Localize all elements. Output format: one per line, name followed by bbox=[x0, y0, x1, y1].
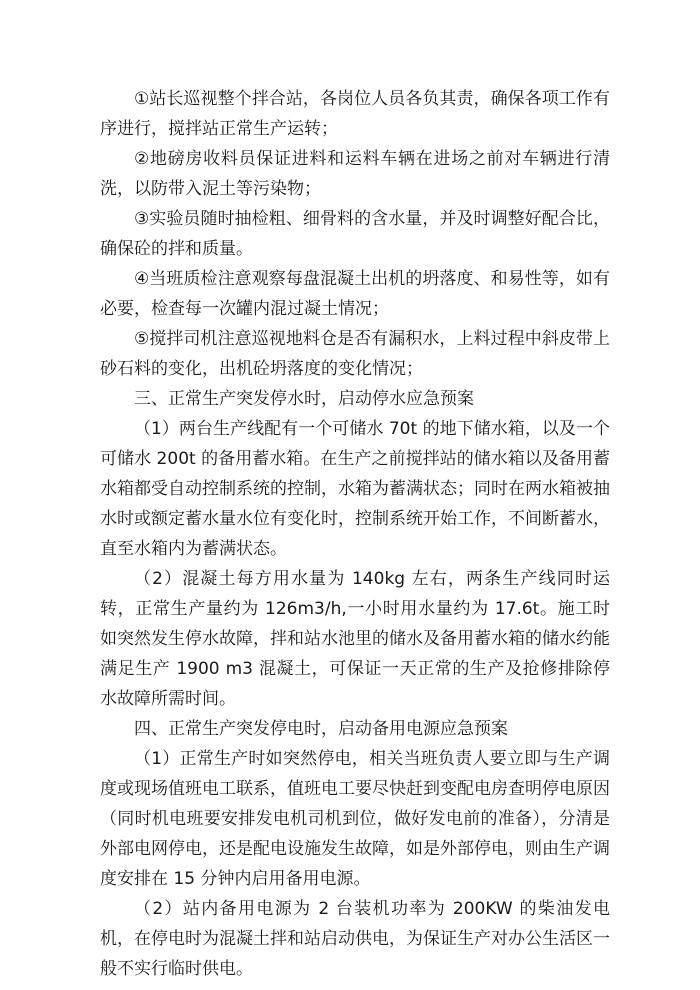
document-body bbox=[100, 84, 610, 984]
paragraph-power-response: （1）正常生产时如突然停电，相关当班负责人要立即与生产调度或现场值班电工联系，值班电工要尽快赶到变配电房查明停电原因（同时机电班要安排发电机司机到位，做好发电前的准备），分清是外部电网停电，还是配电设施发生故障，如是外部停电，则由生产调度安排在 15 分钟内启用备用电源。 bbox=[100, 749, 610, 889]
paragraph-water-tanks: （1）两台生产线配有一个可储水 70t 的地下储水箱，以及一个可储水 200t 的备用蓄水箱。在生产之前搅拌站的储水箱以及备用蓄水箱都受自动控制系统的控制，水箱为蓄满状态；同时在两水箱被抽水时或额定蓄水量水位有变化时，控制系统开始工作，不间断蓄水，直至水箱内为蓄满状态。 bbox=[100, 419, 610, 559]
paragraph-water-usage: （2）混凝土每方用水量为 140kg 左右，两条生产线同时运转，正常生产量约为 126m3/h,一小时用水量约为 17.6t。施工时如突然发生停水故障，拌和站水池里的储水及备用蓄水箱的储水约能满足生产 1900 m3 混凝土，可保证一天正常的生产及抢修排除停水故障所需时间。 bbox=[100, 569, 610, 709]
section-heading-power-outage: 四、正常生产突发停电时，启动备用电源应急预案 bbox=[134, 719, 508, 739]
paragraph-quality-inspection: ④当班质检注意观察每盘混凝土出机的坍落度、和易性等，如有必要，检查每一次罐内混过凝土情况； bbox=[100, 269, 610, 319]
paragraph-weighbridge: ②地磅房收料员保证进料和运料车辆在进场之前对车辆进行清洗，以防带入泥土等污染物； bbox=[100, 149, 610, 199]
paragraph-mixer-driver: ⑤搅拌司机注意巡视地料仓是否有漏积水，上料过程中斜皮带上砂石料的变化，出机砼坍落度的变化情况； bbox=[100, 329, 610, 379]
section-heading-water-outage: 三、正常生产突发停水时，启动停水应急预案 bbox=[134, 389, 474, 409]
paragraph-station-inspection: ①站长巡视整个拌合站，各岗位人员各负其责，确保各项工作有序进行，搅拌站正常生产运转； bbox=[100, 89, 610, 139]
paragraph-lab-technician: ③实验员随时抽检粗、细骨料的含水量，并及时调整好配合比，确保砼的拌和质量。 bbox=[100, 209, 610, 259]
paragraph-backup-generator: （2）站内备用电源为 2 台装机功率为 200KW 的柴油发电机，在停电时为混凝土拌和站启动供电，为保证生产对办公生活区一般不实行临时供电。 bbox=[100, 899, 610, 979]
